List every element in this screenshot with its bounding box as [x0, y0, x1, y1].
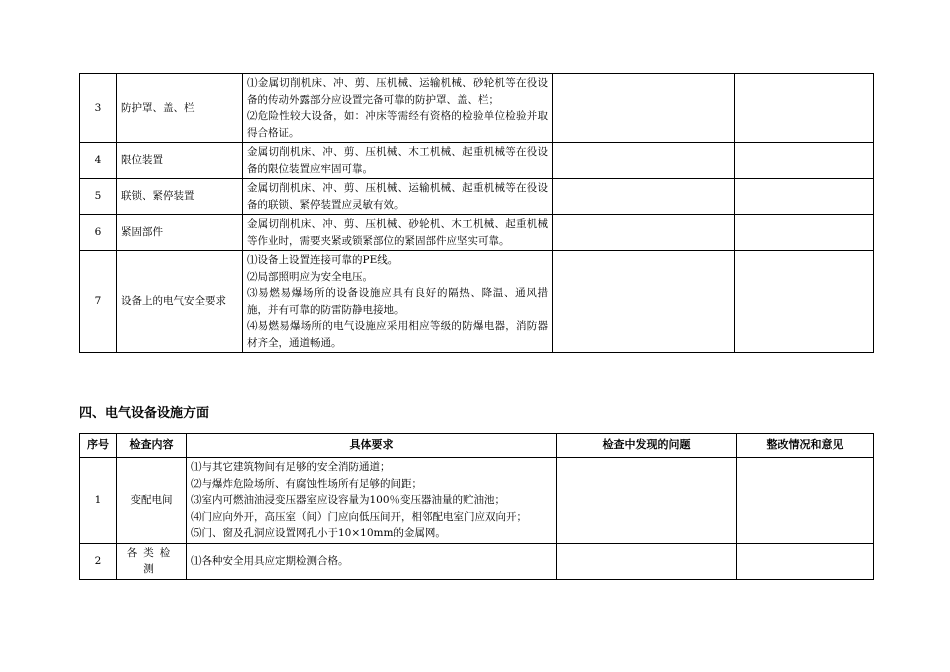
requirement-line: 金属切削机床、冲、剪、压机械、运输机械、起重机械等在役设备的联锁、紧停装置应灵敏有效。: [247, 182, 548, 211]
requirement: [187, 543, 557, 579]
row-number: 7: [80, 251, 117, 353]
requirement: [243, 251, 553, 353]
requirement-line: ⑶易燃易爆场所的设备设施应具有良好的隔热、降温、通风措施，并有可靠的防雷防静电接地。: [247, 287, 548, 316]
rectification-cell: [735, 143, 874, 179]
table-row: [80, 143, 874, 179]
found-problems-cell: [557, 458, 737, 544]
found-problems-cell: [553, 251, 735, 353]
found-problems-cell: [553, 215, 735, 251]
row-number: 2: [80, 543, 117, 579]
row-number: 5: [80, 179, 117, 215]
requirement-line: ⑴与其它建筑物间有足够的安全消防通道；: [191, 461, 391, 473]
found-problems-cell: [553, 179, 735, 215]
header-number: 序号: [80, 434, 117, 458]
header-rectification: 整改情况和意见: [737, 434, 874, 458]
requirement: [243, 179, 553, 215]
rectification-cell: [737, 543, 874, 579]
found-problems-cell: [553, 143, 735, 179]
table-row: [80, 458, 874, 544]
check-item: 防护罩、盖、栏: [117, 74, 243, 143]
table-row: [80, 74, 874, 143]
requirement-line: ⑸门、窗及孔洞应设置网孔小于10×10mm的金属网。: [191, 527, 446, 539]
table-header-row: [80, 434, 874, 458]
table-row: [80, 251, 874, 353]
inspection-table-electrical: [79, 433, 874, 580]
table-row: [80, 179, 874, 215]
requirement: [243, 74, 553, 143]
requirement-line: ⑷易燃易爆场所的电气设施应采用相应等级的防爆电器，消防器材齐全，通道畅通。: [247, 320, 548, 349]
header-requirement: 具体要求: [187, 434, 557, 458]
check-item: 联锁、紧停装置: [117, 179, 243, 215]
requirement-line: ⑵危险性较大设备，如：冲床等需经有资格的检验单位检验并取得合格证。: [247, 110, 548, 139]
check-item: 各类检测: [117, 543, 187, 579]
row-number: 1: [80, 458, 117, 544]
row-number: 6: [80, 215, 117, 251]
check-item: 限位装置: [117, 143, 243, 179]
requirement: [243, 143, 553, 179]
requirement-line: ⑵局部照明应为安全电压。: [247, 270, 373, 283]
section-title: 四、电气设备设施方面: [79, 406, 210, 421]
requirement-line: ⑷门应向外开，高压室（间）门应向低压间开，相邻配电室门应双向开；: [191, 510, 527, 523]
found-problems-cell: [553, 74, 735, 143]
check-item: 设备上的电气安全要求: [117, 251, 243, 353]
requirement-line: ⑶室内可燃油油浸变压器室应设容量为100％变压器油量的贮油池；: [191, 494, 506, 506]
table-row: [80, 543, 874, 579]
requirement: [243, 215, 553, 251]
requirement-line: ⑵与爆炸危险场所、有腐蚀性场所有足够的间距；: [191, 477, 422, 490]
header-check-item: 检查内容: [117, 434, 187, 458]
rectification-cell: [735, 179, 874, 215]
row-number: 3: [80, 74, 117, 143]
check-item: 紧固部件: [117, 215, 243, 251]
rectification-cell: [735, 251, 874, 353]
check-item: 变配电间: [117, 458, 187, 544]
inspection-table-machinery: [79, 73, 874, 353]
requirement-line: 金属切削机床、冲、剪、压机械、砂轮机、木工机械、起重机械等作业时，需要夹紧或锁紧部位的紧固部件应坚实可靠。: [247, 218, 548, 247]
table-row: [80, 215, 874, 251]
rectification-cell: [735, 215, 874, 251]
requirement-line: ⑴金属切削机床、冲、剪、压机械、运输机械、砂轮机等在役设备的传动外露部分应设置完备可靠的防护罩、盖、栏；: [247, 77, 548, 106]
requirement-line: ⑴设备上设置连接可靠的PE线。: [247, 254, 399, 266]
requirement-line: ⑴各种安全用具应定期检测合格。: [191, 554, 349, 567]
header-found-problems: 检查中发现的问题: [557, 434, 737, 458]
requirement-line: 金属切削机床、冲、剪、压机械、木工机械、起重机械等在役设备的限位装置应牢固可靠。: [247, 146, 548, 175]
found-problems-cell: [557, 543, 737, 579]
requirement: [187, 458, 557, 544]
row-number: 4: [80, 143, 117, 179]
rectification-cell: [737, 458, 874, 544]
rectification-cell: [735, 74, 874, 143]
